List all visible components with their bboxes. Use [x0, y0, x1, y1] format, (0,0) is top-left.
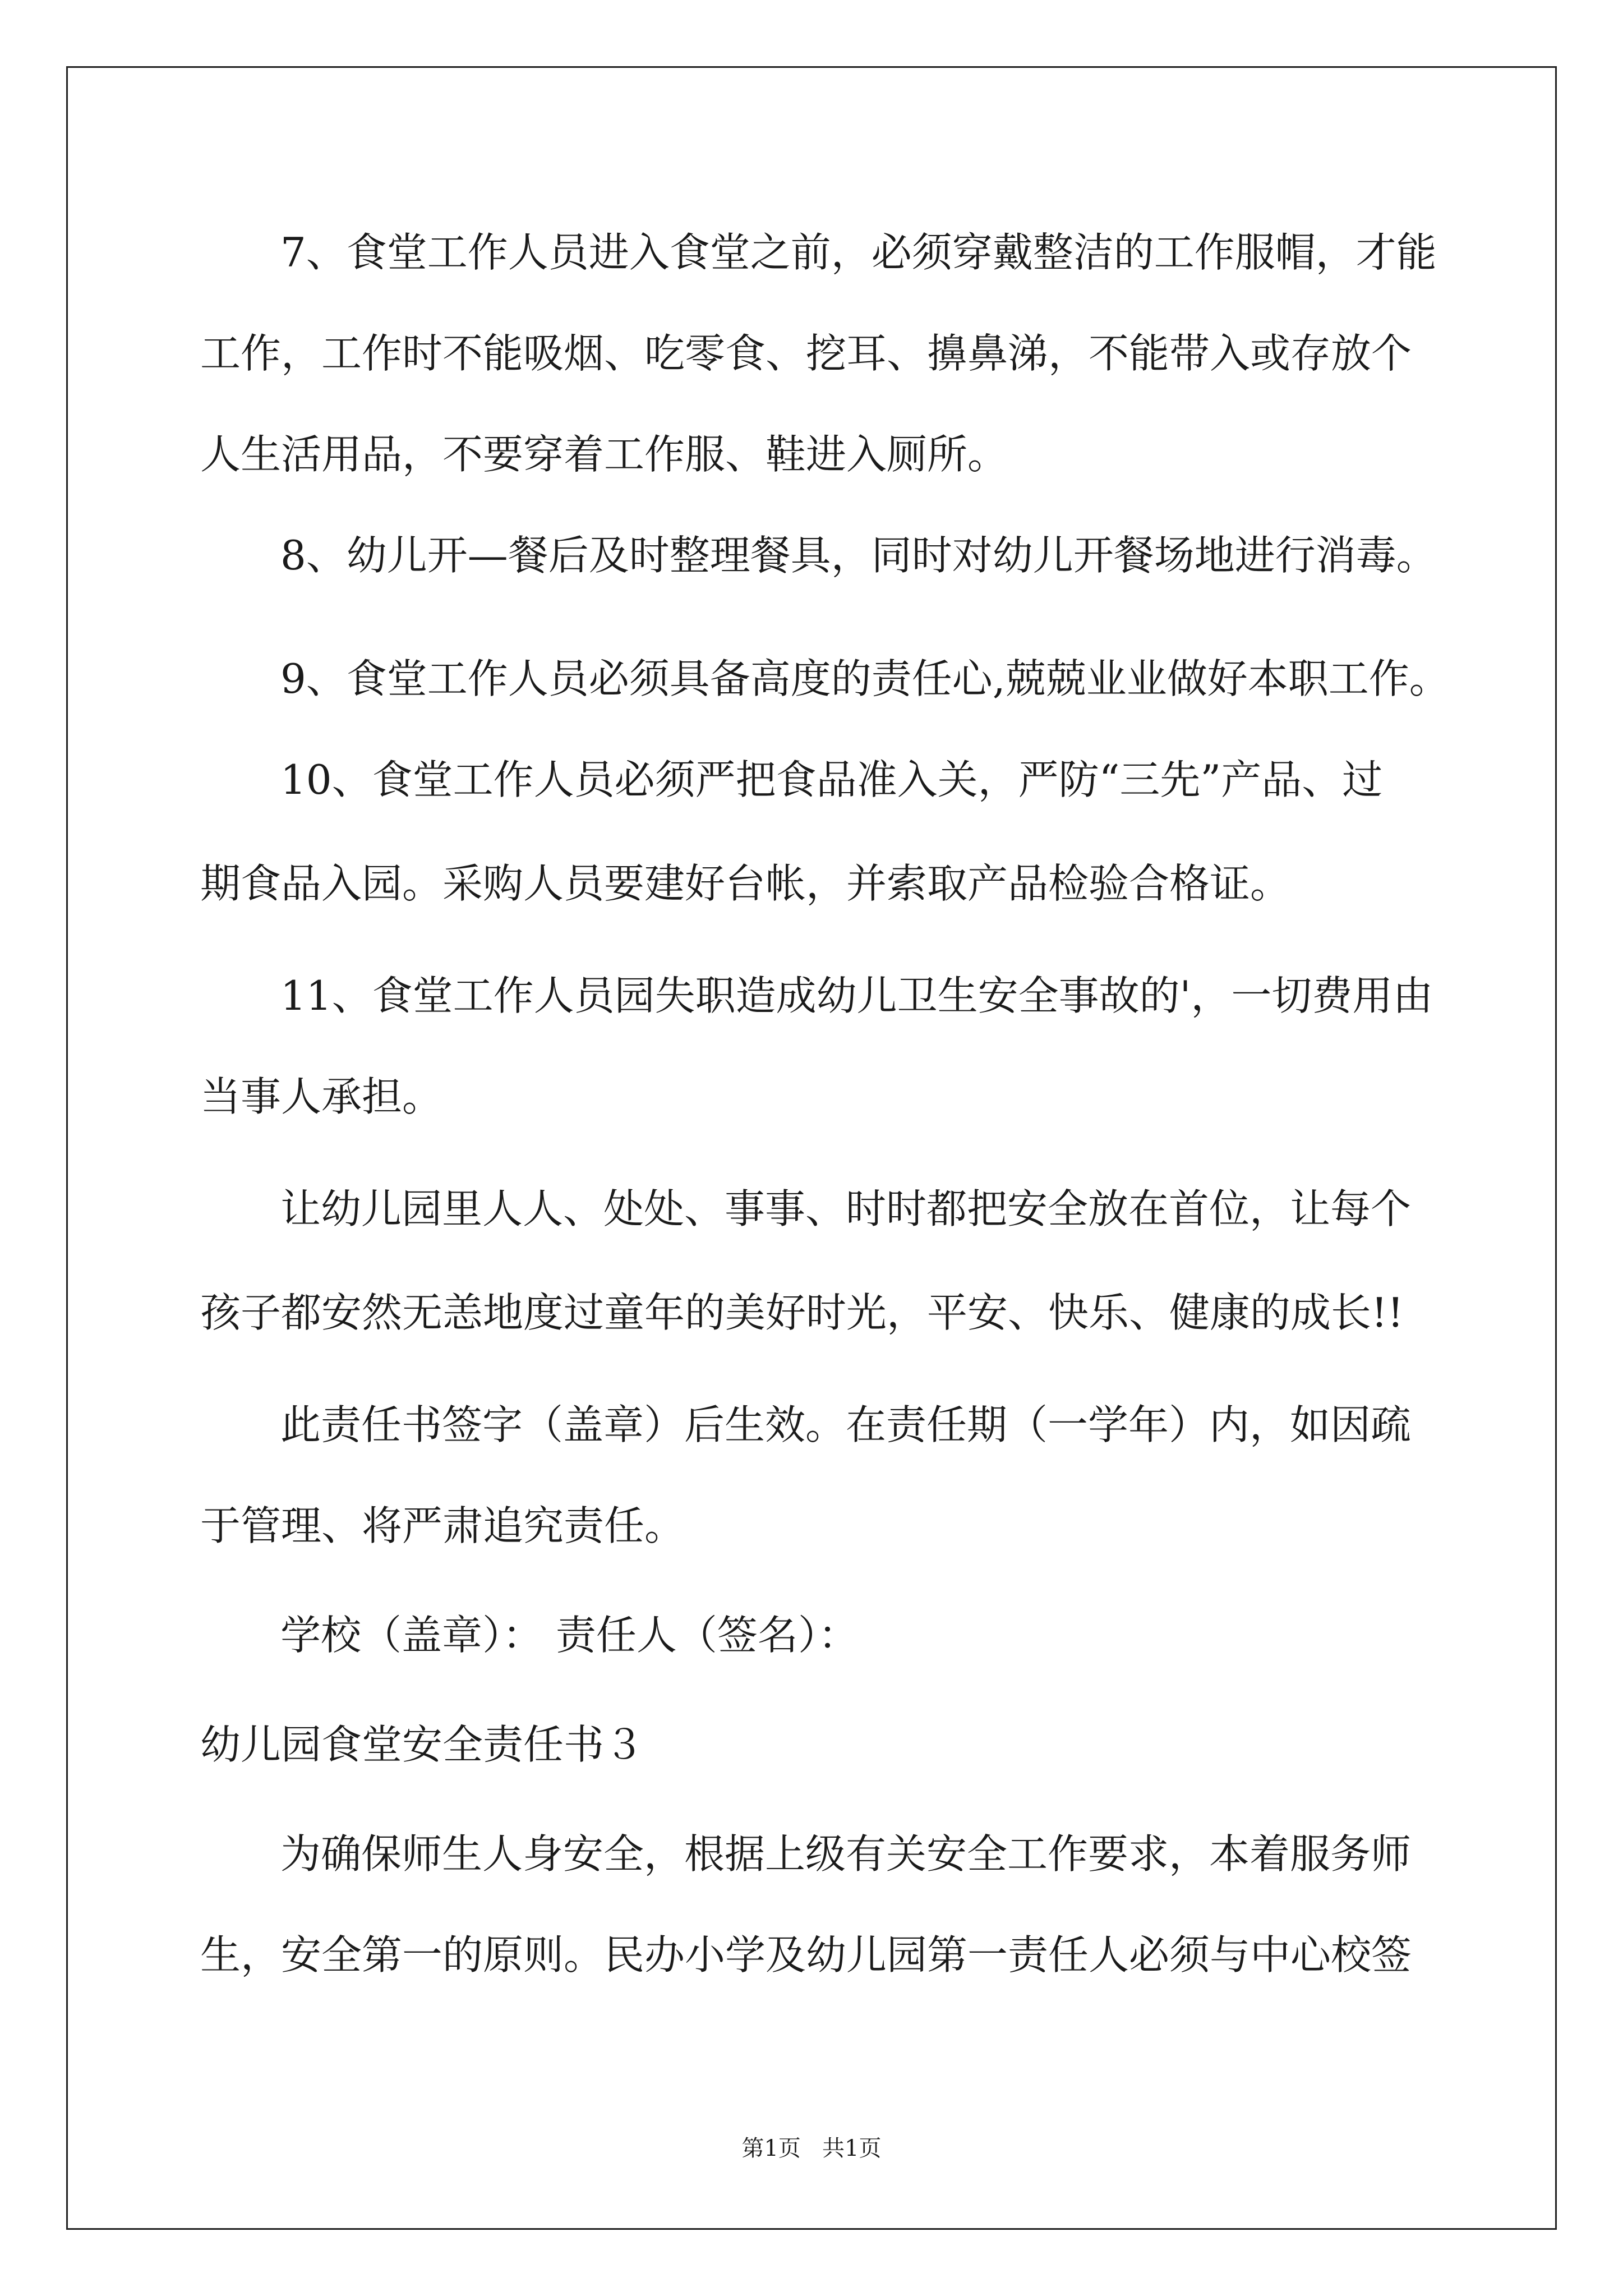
paragraph-line: 此责任书签字（盖章）后生效。在责任期（一学年）内，如因疏	[280, 1401, 1412, 1448]
paragraph-line: 11、食堂工作人员园失职造成幼儿卫生安全事故的'，一切费用由	[280, 972, 1433, 1019]
paragraph-line: 期食品入园。采购人员要建好台帐，并索取产品检验合格证。	[200, 860, 1291, 907]
paragraph-line: 9、食堂工作人员必须具备高度的责任心,兢兢业业做好本职工作。	[280, 655, 1450, 702]
paragraph-line: 让幼儿园里人人、处处、事事、时时都把安全放在首位，让每个	[280, 1185, 1412, 1232]
page-border	[66, 66, 1557, 2230]
paragraph-line: 于管理、将严肃追究责任。	[200, 1502, 685, 1549]
page-footer: 第1页 共1页	[741, 2136, 882, 2161]
paragraph-line: 生，安全第一的原则。民办小学及幼儿园第一责任人必须与中心校签	[200, 1931, 1412, 1978]
paragraph-line: 人生活用品，不要穿着工作服、鞋进入厕所。	[200, 431, 1008, 478]
paragraph-line: 孩子都安然无恙地度过童年的美好时光，平安、快乐、健康的成长!!	[200, 1289, 1404, 1336]
paragraph-line: 8、幼儿开—餐后及时整理餐具，同时对幼儿开餐场地进行消毒。	[280, 532, 1437, 579]
section-heading: 幼儿园食堂安全责任书３	[200, 1721, 645, 1768]
paragraph-line: 当事人承担。	[200, 1073, 443, 1120]
paragraph-line: 工作，工作时不能吸烟、吃零食、挖耳、擤鼻涕，不能带入或存放个	[200, 330, 1412, 377]
paragraph-line: 10、食堂工作人员必须严把食品准入关，严防“三先”产品、过	[280, 756, 1383, 803]
paragraph-line: 7、食堂工作人员进入食堂之前，必须穿戴整洁的工作服帽，才能	[280, 229, 1437, 276]
paragraph-line: 为确保师生人身安全，根据上级有关安全工作要求，本着服务师	[280, 1830, 1412, 1878]
signature-line: 学校（盖章）： 责任人（签名）：	[280, 1612, 859, 1659]
